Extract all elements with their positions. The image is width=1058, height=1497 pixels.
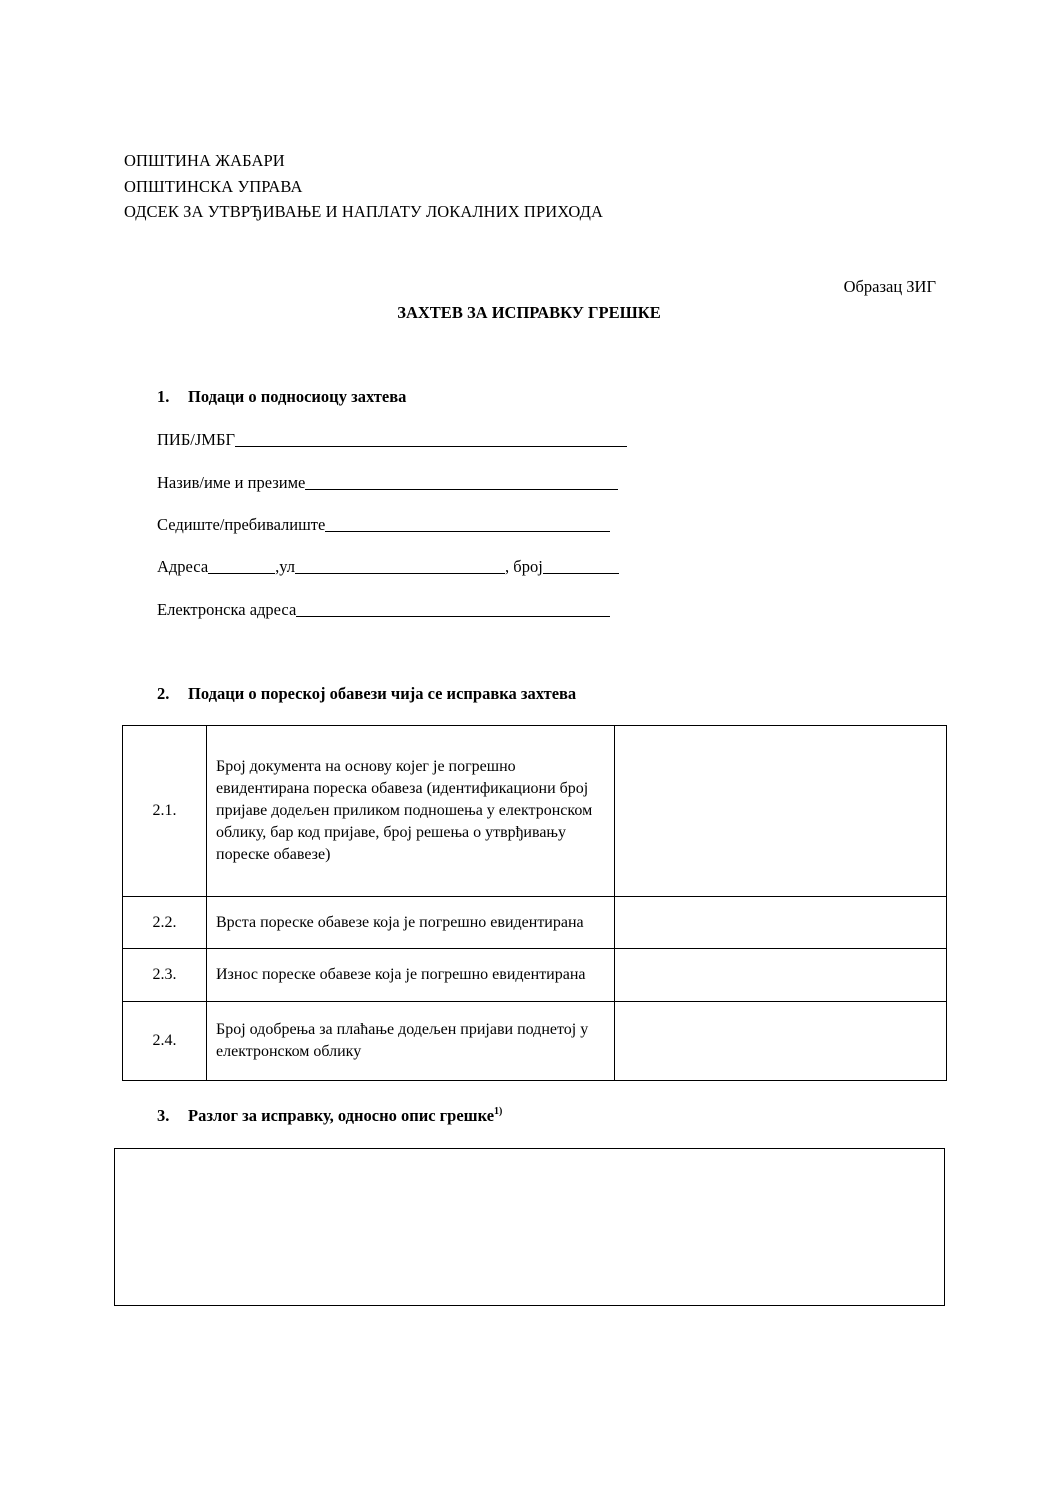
row-description: Број одобрења за плаћање додељен пријави поднетој у електронском облику	[207, 1002, 615, 1081]
form-code: Образац ЗИГ	[843, 277, 936, 296]
row-number: 2.4.	[123, 1002, 207, 1081]
reason-text-box[interactable]	[114, 1148, 945, 1306]
section-2-title: Подаци о пореској обавези чија се исправка захтева	[188, 684, 577, 703]
section-3-title: Разлог за исправку, односно опис грешке	[188, 1106, 495, 1125]
section-3-number: 3.	[157, 1106, 170, 1125]
address-field-row	[157, 557, 619, 577]
document-title: ЗАХТЕВ ЗА ИСПРАВКУ ГРЕШКЕ	[397, 303, 661, 322]
house-number-input-line[interactable]	[543, 558, 619, 574]
residence-input-line[interactable]	[325, 516, 610, 532]
section-1-title: Подаци о подносиоцу захтева	[188, 387, 407, 406]
residence-field-row	[157, 515, 610, 535]
row-value-input[interactable]	[615, 1002, 947, 1081]
table-row	[123, 726, 947, 897]
email-field-row	[157, 600, 610, 620]
row-value-input[interactable]	[615, 726, 947, 897]
pib-label: ПИБ/ЈМБГ	[157, 430, 235, 449]
row-number: 2.2.	[123, 897, 207, 949]
name-input-line[interactable]	[305, 474, 618, 490]
row-number: 2.1.	[123, 726, 207, 897]
section-3-heading	[157, 1106, 502, 1126]
row-description: Врста пореске обавезе која је погрешно евидентирана	[207, 897, 615, 949]
table-row	[123, 897, 947, 949]
name-field-row	[157, 473, 618, 493]
street-input-line[interactable]	[295, 558, 505, 574]
residence-label: Седиште/пребивалиште	[157, 515, 326, 534]
house-number-label: , број	[505, 557, 543, 576]
tax-obligation-table	[122, 725, 947, 1081]
administration-name: ОПШТИНСКА УПРАВА	[124, 177, 303, 196]
row-description: Број документа на основу којег је погрешно евидентирана пореска обавеза (идентификациони број пријаве додељен приликом подношења у електронском облику, бар код пријаве, број решења о утврђивању пореске обавезе)	[207, 726, 615, 897]
street-label: ,ул	[275, 557, 296, 576]
table-row	[123, 949, 947, 1002]
row-value-input[interactable]	[615, 949, 947, 1002]
name-label: Назив/име и презиме	[157, 473, 306, 492]
pib-field-row	[157, 430, 627, 450]
row-value-input[interactable]	[615, 897, 947, 949]
section-2-number: 2.	[157, 684, 170, 703]
section-1-heading	[157, 387, 406, 407]
pib-input-line[interactable]	[235, 431, 627, 447]
section-1-number: 1.	[157, 387, 170, 406]
department-name: ОДСЕК ЗА УТВРЂИВАЊЕ И НАПЛАТУ ЛОКАЛНИХ ПРИХОДА	[124, 202, 603, 221]
email-input-line[interactable]	[296, 601, 610, 617]
address-label: Адреса	[157, 557, 209, 576]
municipality-name: ОПШТИНА ЖАБАРИ	[124, 151, 285, 170]
row-number: 2.3.	[123, 949, 207, 1002]
row-description: Износ пореске обавезе која је погрешно евидентирана	[207, 949, 615, 1002]
address-place-input-line[interactable]	[208, 558, 275, 574]
email-label: Електронска адреса	[157, 600, 297, 619]
table-row	[123, 1002, 947, 1081]
footnote-mark: 1)	[494, 1106, 503, 1117]
section-2-heading	[157, 684, 576, 704]
